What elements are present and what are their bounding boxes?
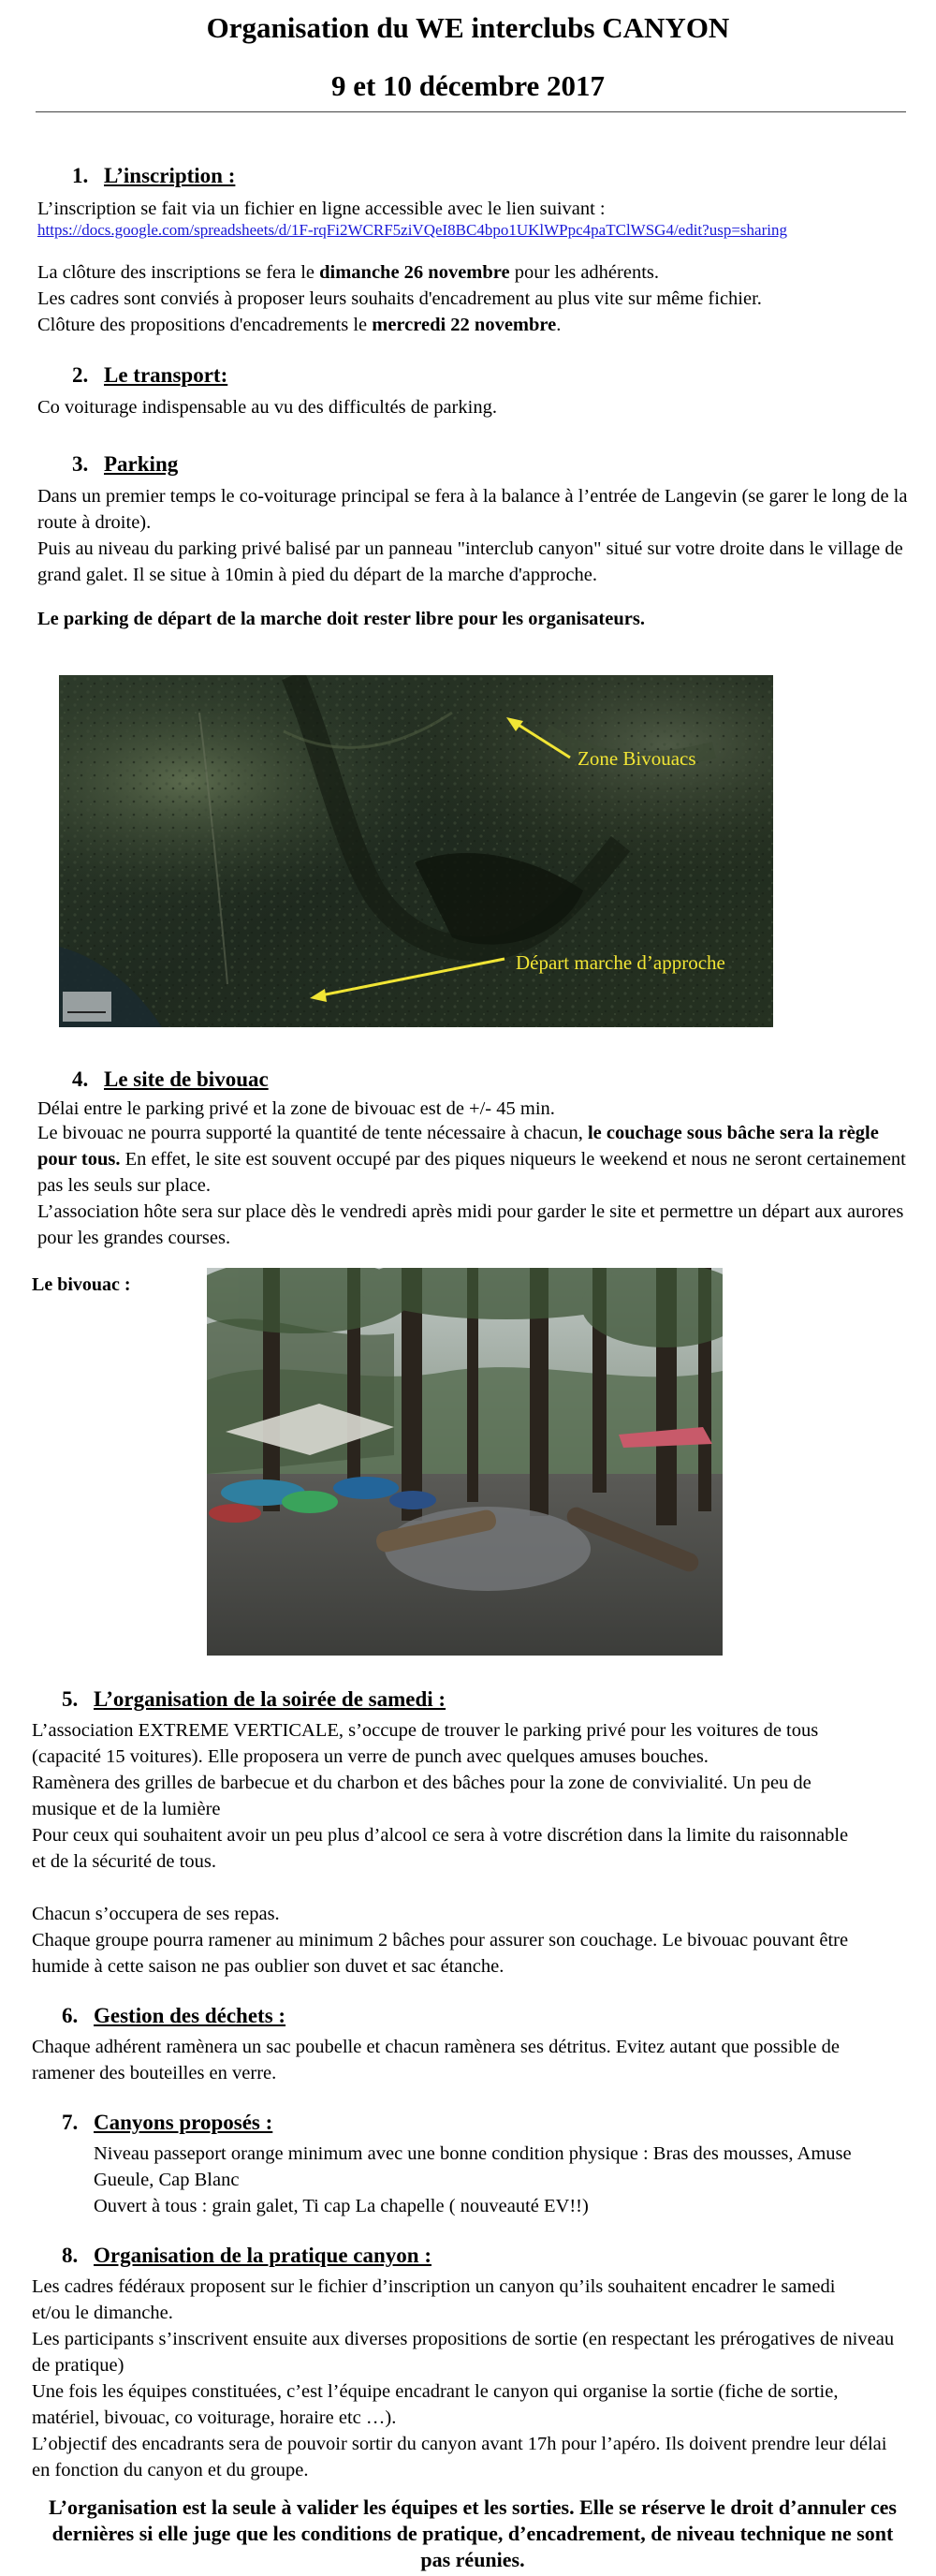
proposals-text-end: . xyxy=(556,315,562,335)
section-title: Organisation de la pratique canyon : xyxy=(94,2244,432,2267)
soiree-para-1: L’association EXTREME VERTICALE, s’occupe de trouver le parking privé pour les voitures de tous (capacité 15 voitures). Elle proposera un verre de punch avec quelques amuses bouches. xyxy=(32,1720,819,1767)
document-title: Organisation du WE interclubs CANYON xyxy=(206,11,730,44)
dechets-text: Chaque adhérent ramènera un sac poubelle et chacun ramènera ses détritus. Evitez autant que possible de ramener des bouteilles en verre. xyxy=(32,2037,840,2083)
inscription-cadres: Les cadres sont conviés à proposer leurs souhaits d'encadrement au plus vite sur même fichier. xyxy=(37,288,762,309)
section-heading-transport xyxy=(72,361,227,390)
section-heading-inscription xyxy=(72,162,235,190)
section-heading-canyons xyxy=(62,2109,272,2137)
bivouac-photo-label: Le bivouac : xyxy=(32,1274,131,1295)
pratique-para-1: Les cadres fédéraux proposent sur le fichier d’inscription un canyon qu’ils souhaitent encadrer le samedi et/ou le dimanche. xyxy=(32,2276,836,2323)
bivouac-line-2 xyxy=(37,1120,908,1199)
bivouac-rule: le couchage sous bâche sera la règle pour tous. xyxy=(37,1123,879,1170)
section-heading-dechets xyxy=(62,2002,285,2030)
bivouac-text: Le bivouac ne pourra supporté la quantité de tente nécessaire à chacun, xyxy=(37,1123,588,1143)
soiree-para-2: Ramènera des grilles de barbecue et du charbon et des bâches pour la zone de convivialité. Un peu de musique et de la lumière xyxy=(32,1773,812,1819)
section-title: Canyons proposés : xyxy=(94,2111,273,2134)
section-title: Gestion des déchets : xyxy=(94,2004,286,2027)
section-title: Le transport: xyxy=(104,363,228,387)
section-title: Parking xyxy=(104,452,179,476)
close-text: La clôture des inscriptions se fera le xyxy=(37,262,320,283)
section-heading-parking xyxy=(72,450,178,478)
section-number: 6. xyxy=(62,2004,79,2027)
inscription-proposals xyxy=(37,312,908,338)
parking-warning: Le parking de départ de la marche doit rester libre pour les organisateurs. xyxy=(37,609,645,629)
canyon-item-1: Niveau passeport orange minimum avec une bonne condition physique : Bras des mousses, Amuse Gueule, Cap Blanc xyxy=(94,2143,852,2190)
bivouac-text-end: En effet, le site est souvent occupé par des piques niqueurs le weekend et nous ne seront certainement pas les seuls sur place. xyxy=(37,1149,906,1196)
section-number: 7. xyxy=(62,2111,79,2134)
title-rule xyxy=(36,111,906,112)
soiree-para-3: Pour ceux qui souhaitent avoir un peu plus d’alcool ce sera à votre discrétion dans la limite du raisonnable et de la sécurité de tous. xyxy=(32,1825,849,1872)
satellite-map xyxy=(59,675,773,1027)
map-label-depart: Départ marche d’approche xyxy=(516,951,725,974)
inscription-link[interactable]: https://docs.google.com/spreadsheets/d/1F-rqFi2WCRF5ziVQeI8BC4bpo1UKlWPpc4paTClWSG4/edit?usp=sharing xyxy=(37,221,787,239)
section-number: 4. xyxy=(72,1067,89,1091)
map-label-bivouac: Zone Bivouacs xyxy=(578,747,696,770)
pratique-para-2: Les participants s’inscrivent ensuite aux diverses propositions de sortie (en respectant les prérogatives de niveau de pratique) xyxy=(32,2329,895,2376)
final-statement: L’organisation est la seule à valider les équipes et les sorties. Elle se réserve le droit d’annuler ces dernières si elle juge que les conditions de pratique, d’encadrement, de niveau technique ne sont pas réunies. xyxy=(49,2495,897,2571)
close-text-end: pour les adhérents. xyxy=(509,262,660,283)
section-heading-soiree xyxy=(62,1685,446,1714)
soiree-para-5: Chaque groupe pourra ramener au minimum 2 bâches pour assurer son couchage. Le bivouac pouvant être humide à cette saison ne pas oublier son duvet et sac étanche. xyxy=(32,1930,849,1977)
transport-text: Co voiturage indispensable au vu des difficultés de parking. xyxy=(37,397,497,418)
section-heading-pratique xyxy=(62,2242,431,2270)
canyon-item-2: Ouvert à tous : grain galet, Ti cap La chapelle ( nouveauté EV!!) xyxy=(94,2196,589,2216)
bivouac-photo xyxy=(207,1268,723,1656)
section-number: 1. xyxy=(72,164,89,187)
section-number: 2. xyxy=(72,363,89,387)
soiree-para-4: Chacun s’occupera de ses repas. xyxy=(32,1904,280,1924)
section-title: Le site de bivouac xyxy=(104,1067,269,1091)
pratique-para-3: Une fois les équipes constituées, c’est l’équipe encadrant le canyon qui organise la sortie (fiche de sortie, matériel, bivouac, co voiturage, horaire etc …). xyxy=(32,2381,839,2428)
proposals-text: Clôture des propositions d'encadrements le xyxy=(37,315,373,335)
pratique-para-4: L’objectif des encadrants sera de pouvoir sortir du canyon avant 17h pour l’apéro. Ils doivent prendre leur délai en fonction du canyon et du groupe. xyxy=(32,2434,887,2480)
section-number: 5. xyxy=(62,1687,79,1711)
parking-para-2: Puis au niveau du parking privé balisé par un panneau "interclub canyon" situé sur votre droite dans le village de grand galet. Il se situe à 10min à pied du départ de la marche d'approche. xyxy=(37,538,903,585)
document-date: 9 et 10 décembre 2017 xyxy=(330,69,606,102)
close-date: dimanche 26 novembre xyxy=(319,262,510,283)
section-number: 8. xyxy=(62,2244,79,2267)
bivouac-photo-image xyxy=(207,1268,723,1656)
section-title: L’inscription : xyxy=(104,164,236,187)
parking-para-1: Dans un premier temps le co-voiturage principal se fera à la balance à l’entrée de Langevin (se garer le long de la route à droite). xyxy=(37,486,908,533)
map-scale-box xyxy=(63,992,111,1022)
section-title: L’organisation de la soirée de samedi : xyxy=(94,1687,446,1711)
bivouac-line-3: L’association hôte sera sur place dès le vendredi après midi pour garder le site et permettre un départ aux aurores pour les grandes courses. xyxy=(37,1201,904,1248)
inscription-link-row xyxy=(37,219,908,241)
inscription-intro: L’inscription se fait via un fichier en ligne accessible avec le lien suivant : xyxy=(37,199,606,219)
bivouac-line-1: Délai entre le parking privé et la zone de bivouac est de +/- 45 min. xyxy=(37,1098,555,1119)
section-heading-bivouac xyxy=(72,1066,269,1094)
section-number: 3. xyxy=(72,452,89,476)
inscription-close xyxy=(37,259,908,286)
proposals-date: mercredi 22 novembre xyxy=(372,315,557,335)
